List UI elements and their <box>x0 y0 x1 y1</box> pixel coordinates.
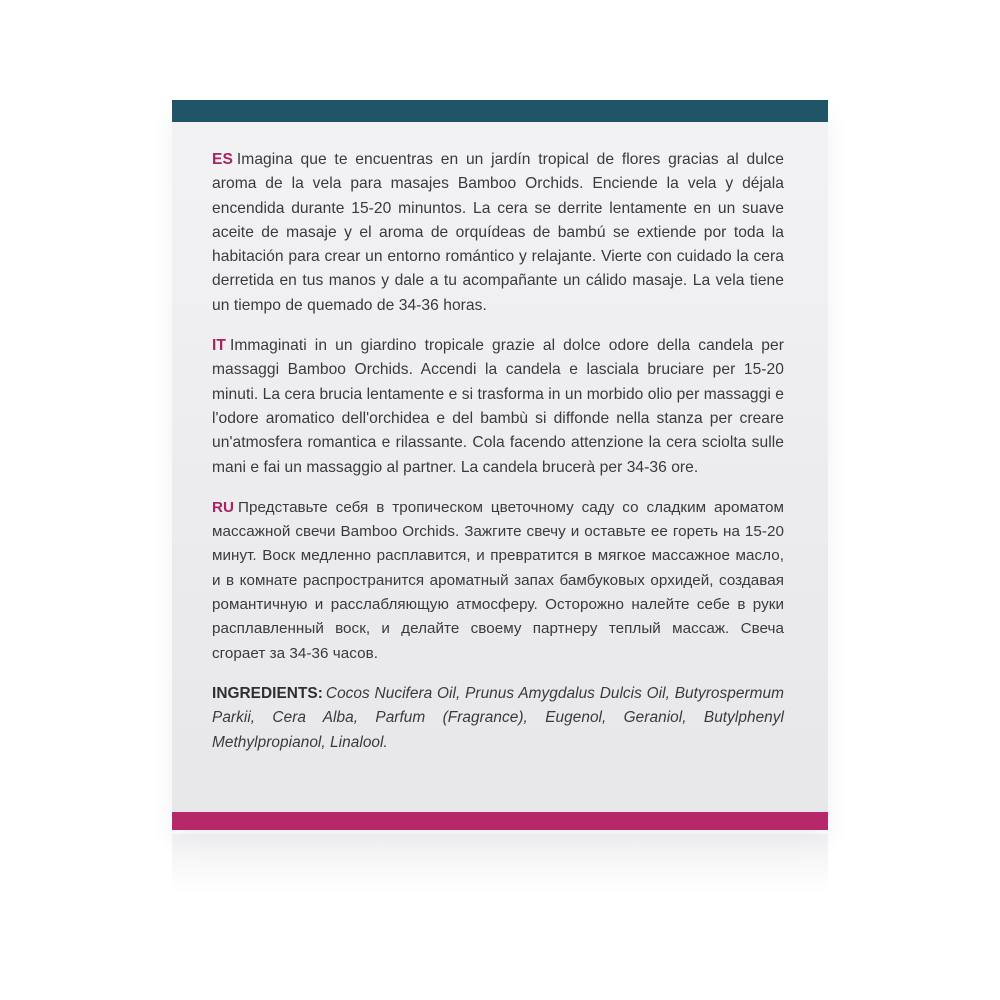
ingredients-label: INGREDIENTS: <box>212 684 323 702</box>
card-content <box>212 148 784 755</box>
paragraph-ru-text: Представьте себя в тропическом цветочному саду со сладким ароматом массажной свечи Bamboo Orchids. Зажгите свечу и оставьте ее гореть на 15-20 минут. Воск медленно расплавится, и превратится в мягкое массажное масло, и в комнате распространится ароматный запах бамбуковых орхидей, создавая романтичную и расслабляющую атмосферу. Осторожно налейте себе в руки расплавленный воск, и делайте своему партнеру теплый массаж. Свеча сгорает за 34-36 часов. <box>212 498 784 662</box>
paragraph-es <box>212 148 784 318</box>
paragraph-it-text: Immaginati in un giardino tropicale grazie al dolce odore della candela per massaggi Bamboo Orchids. Accendi la candela e lasciala bruciare per 15-20 minuti. La cera brucia lentamente e si trasforma in un morbido olio per massaggi e l'odore aromatico dell'orchidea e del bambù si diffonde nella stanza per creare un'atmosfera romantica e rilassante. Cola facendo attenzione la cera sciolta sulle mani e fai un massaggio al partner. La candela brucerà per 34-36 ore. <box>212 337 784 476</box>
bottom-color-bar <box>172 812 828 830</box>
top-color-bar <box>172 100 828 122</box>
ingredients-text: Cocos Nucifera Oil, Prunus Amygdalus Dulcis Oil, Butyrospermum Parkii, Cera Alba, Parfum (Fragrance), Eugenol, Geraniol, Butylphenyl Methylpropianol, Linalool. <box>212 684 784 751</box>
instruction-card <box>172 100 828 830</box>
paragraph-it <box>212 334 784 480</box>
paragraph-es-text: Imagina que te encuentras en un jardín tropical de flores gracias al dulce aroma de la vela para masajes Bamboo Orchids. Enciende la vela y déjala encendida durante 15-20 minuntos. La cera se derrite lentamente en un suave aceite de masaje y el aroma de orquídeas de bambú se extiende por toda la habitación para crear un entorno romántico y relajante. Vierte con cuidado la cera derretida en tus manos y dale a tu acompañante un cálido masaje. La vela tiene un tiempo de quemado de 34-36 horas. <box>212 151 784 314</box>
lang-code-it: IT <box>212 337 226 355</box>
card-reflection <box>172 834 828 894</box>
lang-code-es: ES <box>212 151 233 168</box>
ingredients <box>212 682 784 755</box>
lang-code-ru: RU <box>212 498 235 516</box>
paragraph-ru <box>212 496 784 666</box>
